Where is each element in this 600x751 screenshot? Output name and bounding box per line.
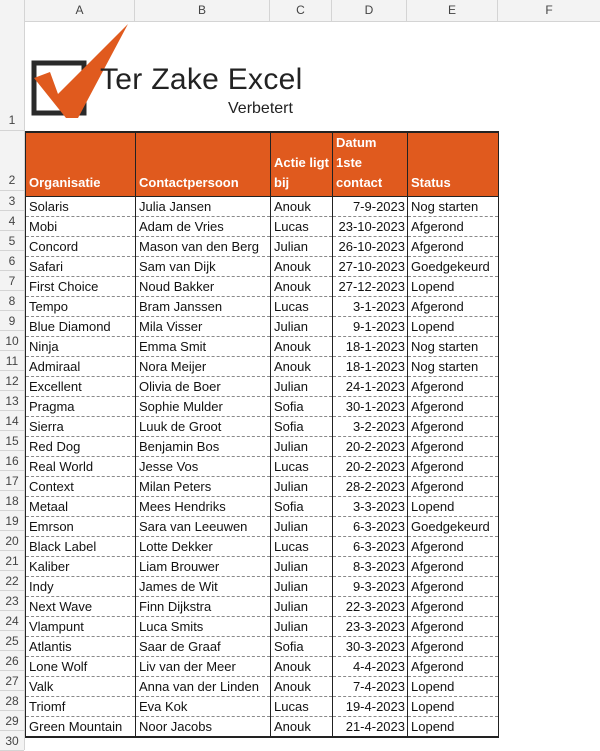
cell-actie-ligt-bij[interactable]: Anouk: [271, 277, 333, 297]
cell-actie-ligt-bij[interactable]: Lucas: [271, 217, 333, 237]
row-header[interactable]: 17: [0, 471, 24, 491]
row-header[interactable]: 25: [0, 631, 24, 651]
column-header-e[interactable]: E: [407, 0, 498, 21]
cell-actie-ligt-bij[interactable]: Anouk: [271, 357, 333, 377]
cell-datum[interactable]: 27-12-2023: [333, 277, 408, 297]
cell-status[interactable]: Afgerond: [408, 237, 499, 257]
row-header[interactable]: 4: [0, 211, 24, 231]
cell-contactpersoon[interactable]: Noor Jacobs: [136, 717, 271, 738]
header-contactpersoon[interactable]: Contactpersoon: [136, 132, 271, 197]
cell-status[interactable]: Afgerond: [408, 437, 499, 457]
cell-organisatie[interactable]: Atlantis: [26, 637, 136, 657]
cell-organisatie[interactable]: Next Wave: [26, 597, 136, 617]
cell-datum[interactable]: 3-2-2023: [333, 417, 408, 437]
row-header[interactable]: 20: [0, 531, 24, 551]
row-header[interactable]: 26: [0, 651, 24, 671]
cell-datum[interactable]: 9-1-2023: [333, 317, 408, 337]
cell-actie-ligt-bij[interactable]: Lucas: [271, 697, 333, 717]
table-row: [26, 277, 499, 297]
row-header[interactable]: 5: [0, 231, 24, 251]
cell-contactpersoon[interactable]: Adam de Vries: [136, 217, 271, 237]
cell-datum[interactable]: 30-1-2023: [333, 397, 408, 417]
cell-contactpersoon[interactable]: Mees Hendriks: [136, 497, 271, 517]
table-row: [26, 457, 499, 477]
header-datum-1ste-contact[interactable]: Datum 1ste contact: [333, 132, 408, 197]
row-header[interactable]: 21: [0, 551, 24, 571]
table-row: [26, 377, 499, 397]
cell-actie-ligt-bij[interactable]: Lucas: [271, 297, 333, 317]
cell-contactpersoon[interactable]: Sam van Dijk: [136, 257, 271, 277]
table-row: [26, 617, 499, 637]
cell-datum[interactable]: 23-10-2023: [333, 217, 408, 237]
row-header[interactable]: 2: [0, 131, 24, 191]
cell-status[interactable]: Goedgekeurd: [408, 257, 499, 277]
cell-status[interactable]: Afgerond: [408, 657, 499, 677]
table-row: [26, 517, 499, 537]
cell-contactpersoon[interactable]: Finn Dijkstra: [136, 597, 271, 617]
row-header[interactable]: 12: [0, 371, 24, 391]
row-header[interactable]: 9: [0, 311, 24, 331]
cell-status[interactable]: Afgerond: [408, 577, 499, 597]
table-row: [26, 357, 499, 377]
cell-organisatie[interactable]: Excellent: [26, 377, 136, 397]
table-row: [26, 497, 499, 517]
cell-contactpersoon[interactable]: Liam Brouwer: [136, 557, 271, 577]
cell-datum[interactable]: 7-9-2023: [333, 197, 408, 217]
cell-organisatie[interactable]: Mobi: [26, 217, 136, 237]
cell-contactpersoon[interactable]: Anna van der Linden: [136, 677, 271, 697]
cell-contactpersoon[interactable]: Julia Jansen: [136, 197, 271, 217]
cell-datum[interactable]: 8-3-2023: [333, 557, 408, 577]
cell-status[interactable]: Nog starten: [408, 357, 499, 377]
table-row: [26, 477, 499, 497]
cell-status[interactable]: Lopend: [408, 677, 499, 697]
row-header-column: [0, 21, 25, 750]
cell-status[interactable]: Lopend: [408, 277, 499, 297]
cell-datum[interactable]: 9-3-2023: [333, 577, 408, 597]
cell-status[interactable]: Afgerond: [408, 457, 499, 477]
cell-datum[interactable]: 27-10-2023: [333, 257, 408, 277]
row-header[interactable]: 27: [0, 671, 24, 691]
row-header[interactable]: 18: [0, 491, 24, 511]
cell-status[interactable]: Afgerond: [408, 417, 499, 437]
row-header[interactable]: 22: [0, 571, 24, 591]
cell-organisatie[interactable]: Lone Wolf: [26, 657, 136, 677]
column-header-f[interactable]: F: [545, 3, 553, 17]
column-header-b[interactable]: B: [135, 0, 270, 21]
cell-organisatie[interactable]: Solaris: [26, 197, 136, 217]
cell-status[interactable]: Lopend: [408, 697, 499, 717]
cell-datum[interactable]: 3-3-2023: [333, 497, 408, 517]
table-row: [26, 197, 499, 217]
cell-contactpersoon[interactable]: Lotte Dekker: [136, 537, 271, 557]
cell-organisatie[interactable]: Kaliber: [26, 557, 136, 577]
row-header[interactable]: 29: [0, 711, 24, 731]
cell-datum[interactable]: 26-10-2023: [333, 237, 408, 257]
cell-organisatie[interactable]: Black Label: [26, 537, 136, 557]
row-header[interactable]: 3: [0, 191, 24, 211]
cell-status[interactable]: Afgerond: [408, 297, 499, 317]
cell-datum[interactable]: 20-2-2023: [333, 437, 408, 457]
table-row: [26, 217, 499, 237]
cell-actie-ligt-bij[interactable]: Anouk: [271, 257, 333, 277]
cell-contactpersoon[interactable]: Liv van der Meer: [136, 657, 271, 677]
cell-datum[interactable]: 6-3-2023: [333, 517, 408, 537]
table-row: [26, 657, 499, 677]
cell-organisatie[interactable]: Ninja: [26, 337, 136, 357]
cell-actie-ligt-bij[interactable]: Julian: [271, 317, 333, 337]
cell-status[interactable]: Lopend: [408, 317, 499, 337]
header-organisatie[interactable]: Organisatie: [26, 132, 136, 197]
table-body: [26, 197, 499, 738]
row-header[interactable]: 11: [0, 351, 24, 371]
logo-subtitle: Verbetert: [228, 100, 293, 117]
cell-organisatie[interactable]: Real World: [26, 457, 136, 477]
row-header[interactable]: 23: [0, 591, 24, 611]
table-row: [26, 557, 499, 577]
cell-datum[interactable]: 22-3-2023: [333, 597, 408, 617]
cell-organisatie[interactable]: Blue Diamond: [26, 317, 136, 337]
cell-organisatie[interactable]: Metaal: [26, 497, 136, 517]
cell-datum[interactable]: 20-2-2023: [333, 457, 408, 477]
header-actie-ligt-bij[interactable]: Actie ligt bij: [271, 132, 333, 197]
row-header[interactable]: 15: [0, 431, 24, 451]
cell-status[interactable]: Lopend: [408, 497, 499, 517]
row-header[interactable]: 28: [0, 691, 24, 711]
cell-actie-ligt-bij[interactable]: Lucas: [271, 537, 333, 557]
header-status[interactable]: Status: [408, 132, 499, 197]
cell-actie-ligt-bij[interactable]: Anouk: [271, 657, 333, 677]
cell-contactpersoon[interactable]: Mila Visser: [136, 317, 271, 337]
table-row: [26, 237, 499, 257]
cell-status[interactable]: Goedgekeurd: [408, 517, 499, 537]
cell-datum[interactable]: 30-3-2023: [333, 637, 408, 657]
cell-actie-ligt-bij[interactable]: Julian: [271, 517, 333, 537]
cell-organisatie[interactable]: Pragma: [26, 397, 136, 417]
row-header[interactable]: 7: [0, 271, 24, 291]
cell-status[interactable]: Nog starten: [408, 197, 499, 217]
cell-contactpersoon[interactable]: Luca Smits: [136, 617, 271, 637]
cell-organisatie[interactable]: Emrson: [26, 517, 136, 537]
row-header[interactable]: 6: [0, 251, 24, 271]
cell-organisatie[interactable]: Context: [26, 477, 136, 497]
column-header-d[interactable]: D: [332, 0, 407, 21]
cell-organisatie[interactable]: Admiraal: [26, 357, 136, 377]
cell-status[interactable]: Afgerond: [408, 377, 499, 397]
cell-actie-ligt-bij[interactable]: Anouk: [271, 717, 333, 738]
table-row: [26, 677, 499, 697]
cell-status[interactable]: Afgerond: [408, 637, 499, 657]
cell-actie-ligt-bij[interactable]: Lucas: [271, 457, 333, 477]
cell-contactpersoon[interactable]: Noud Bakker: [136, 277, 271, 297]
column-header-c[interactable]: C: [270, 0, 332, 21]
cell-contactpersoon[interactable]: Bram Janssen: [136, 297, 271, 317]
cell-actie-ligt-bij[interactable]: Julian: [271, 237, 333, 257]
cell-contactpersoon[interactable]: Olivia de Boer: [136, 377, 271, 397]
table-row: [26, 397, 499, 417]
row-header[interactable]: 14: [0, 411, 24, 431]
table-row: [26, 597, 499, 617]
cell-datum[interactable]: 21-4-2023: [333, 717, 408, 738]
cell-datum[interactable]: 24-1-2023: [333, 377, 408, 397]
row-header[interactable]: 24: [0, 611, 24, 631]
cell-organisatie[interactable]: Safari: [26, 257, 136, 277]
table-row: [26, 297, 499, 317]
cell-contactpersoon[interactable]: Sara van Leeuwen: [136, 517, 271, 537]
cell-datum[interactable]: 28-2-2023: [333, 477, 408, 497]
table-row: [26, 537, 499, 557]
header-row: [26, 132, 499, 197]
cell-datum[interactable]: 18-1-2023: [333, 337, 408, 357]
cell-datum[interactable]: 6-3-2023: [333, 537, 408, 557]
table-row: [26, 257, 499, 277]
cell-status[interactable]: Nog starten: [408, 337, 499, 357]
cell-actie-ligt-bij[interactable]: Julian: [271, 597, 333, 617]
cell-actie-ligt-bij[interactable]: Sofia: [271, 417, 333, 437]
cell-organisatie[interactable]: Indy: [26, 577, 136, 597]
select-all-corner[interactable]: [0, 0, 25, 21]
cell-actie-ligt-bij[interactable]: Anouk: [271, 197, 333, 217]
cell-status[interactable]: Afgerond: [408, 537, 499, 557]
cell-contactpersoon[interactable]: Benjamin Bos: [136, 437, 271, 457]
column-header-bar: [0, 0, 600, 22]
cell-actie-ligt-bij[interactable]: Sofia: [271, 637, 333, 657]
cell-contactpersoon[interactable]: Emma Smit: [136, 337, 271, 357]
table-row: [26, 717, 499, 738]
cell-actie-ligt-bij[interactable]: Julian: [271, 377, 333, 397]
row-header[interactable]: 1: [0, 21, 24, 131]
cell-organisatie[interactable]: Valk: [26, 677, 136, 697]
cell-actie-ligt-bij[interactable]: Anouk: [271, 337, 333, 357]
row-header[interactable]: 10: [0, 331, 24, 351]
cell-contactpersoon[interactable]: Nora Meijer: [136, 357, 271, 377]
cell-actie-ligt-bij[interactable]: Julian: [271, 577, 333, 597]
cell-contactpersoon[interactable]: Sophie Mulder: [136, 397, 271, 417]
cell-organisatie[interactable]: Green Mountain: [26, 717, 136, 738]
cell-status[interactable]: Afgerond: [408, 617, 499, 637]
row-header[interactable]: 19: [0, 511, 24, 531]
cell-organisatie[interactable]: Red Dog: [26, 437, 136, 457]
cell-status[interactable]: Afgerond: [408, 477, 499, 497]
table-row: [26, 317, 499, 337]
cell-datum[interactable]: 4-4-2023: [333, 657, 408, 677]
cell-status[interactable]: Lopend: [408, 717, 499, 738]
table-row: [26, 577, 499, 597]
cell-organisatie[interactable]: Concord: [26, 237, 136, 257]
table-row: [26, 417, 499, 437]
row-header[interactable]: 30: [0, 731, 24, 751]
cell-status[interactable]: Afgerond: [408, 557, 499, 577]
table-row: [26, 437, 499, 457]
cell-actie-ligt-bij[interactable]: Sofia: [271, 397, 333, 417]
row-header[interactable]: 16: [0, 451, 24, 471]
cell-status[interactable]: Afgerond: [408, 597, 499, 617]
cell-contactpersoon[interactable]: Eva Kok: [136, 697, 271, 717]
cell-status[interactable]: Afgerond: [408, 217, 499, 237]
cell-actie-ligt-bij[interactable]: Julian: [271, 617, 333, 637]
cell-contactpersoon[interactable]: James de Wit: [136, 577, 271, 597]
cell-contactpersoon[interactable]: Saar de Graaf: [136, 637, 271, 657]
cell-status[interactable]: Afgerond: [408, 397, 499, 417]
cell-datum[interactable]: 7-4-2023: [333, 677, 408, 697]
cell-actie-ligt-bij[interactable]: Julian: [271, 477, 333, 497]
data-table: [25, 131, 499, 738]
cell-datum[interactable]: 3-1-2023: [333, 297, 408, 317]
cell-datum[interactable]: 19-4-2023: [333, 697, 408, 717]
cell-actie-ligt-bij[interactable]: Julian: [271, 437, 333, 457]
row-header[interactable]: 13: [0, 391, 24, 411]
cell-actie-ligt-bij[interactable]: Julian: [271, 557, 333, 577]
table-row: [26, 637, 499, 657]
table-row: [26, 337, 499, 357]
cell-datum[interactable]: 23-3-2023: [333, 617, 408, 637]
cell-organisatie[interactable]: Triomf: [26, 697, 136, 717]
cell-organisatie[interactable]: First Choice: [26, 277, 136, 297]
cell-contactpersoon[interactable]: Milan Peters: [136, 477, 271, 497]
row-header[interactable]: 8: [0, 291, 24, 311]
cell-datum[interactable]: 18-1-2023: [333, 357, 408, 377]
cell-actie-ligt-bij[interactable]: Anouk: [271, 677, 333, 697]
table-row: [26, 697, 499, 717]
cell-organisatie[interactable]: Tempo: [26, 297, 136, 317]
cell-contactpersoon[interactable]: Mason van den Berg: [136, 237, 271, 257]
logo-title: Ter Zake Excel: [100, 63, 303, 96]
column-header-a[interactable]: A: [25, 0, 135, 21]
cell-contactpersoon[interactable]: Jesse Vos: [136, 457, 271, 477]
cell-organisatie[interactable]: Vlampunt: [26, 617, 136, 637]
cell-organisatie[interactable]: Sierra: [26, 417, 136, 437]
cell-contactpersoon[interactable]: Luuk de Groot: [136, 417, 271, 437]
cell-actie-ligt-bij[interactable]: Sofia: [271, 497, 333, 517]
